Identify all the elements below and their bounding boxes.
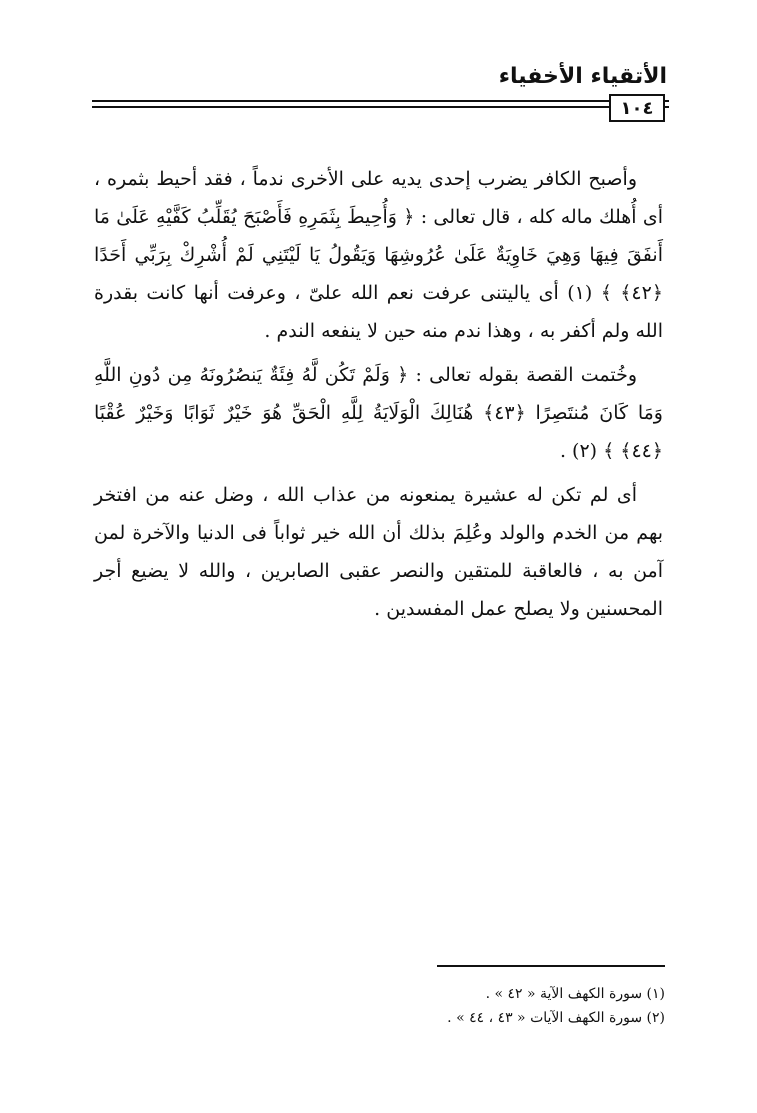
header-rule-top: [92, 100, 669, 102]
footnote: (٢) سورة الكهف الآيات « ٤٣ ، ٤٤ » .: [447, 1010, 665, 1026]
footnote: (١) سورة الكهف الآية « ٤٢ » .: [485, 986, 665, 1002]
page-number: ١٠٤: [609, 94, 665, 122]
paragraph: وأصبح الكافر يضرب إحدى يديه على الأخرى ندماً ، فقد أحيط بثمره ، أى أُهلك ماله كله ، قال تعالى : ﴿ وَأُحِيطَ بِثَمَرِهِ فَأَصْبَحَ يُقَلِّبُ كَفَّيْهِ عَلَىٰ مَا أَنفَقَ فِيهَا وَهِيَ خَاوِيَةٌ عَلَىٰ عُرُوشِهَا وَيَقُولُ يَا لَيْتَنِي لَمْ أُشْرِكْ بِرَبِّي أَحَدًا ﴿٤٢﴾ ﴾ (١) أى ياليتنى عرفت نعم الله علىّ ، وعرفت أنها كانت بقدرة الله ولم أكفر به ، وهذا ندم منه حين لا ينفعه الندم .: [94, 168, 663, 342]
paragraph: أى لم تكن له عشيرة يمنعونه من عذاب الله ، وضل عنه من افتخر بهم من الخدم والولد وعُلِمَ بذلك أن الله خير ثواباً فى الدنيا والآخرة لمن آمن به ، فالعاقبة للمتقين والنصر عقبى الصابرين ، والله لا يضيع أجر المحسنين ولا يصلح عمل المفسدين .: [94, 484, 663, 620]
footnote-separator: [437, 965, 665, 967]
paragraph: وخُتمت القصة بقوله تعالى : ﴿ وَلَمْ تَكُن لَّهُ فِئَةٌ يَنصُرُونَهُ مِن دُونِ اللَّهِ وَمَا كَانَ مُنتَصِرًا ﴿٤٣﴾ هُنَالِكَ الْوَلَايَةُ لِلَّهِ الْحَقِّ هُوَ خَيْرٌ ثَوَابًا وَخَيْرٌ عُقْبًا ﴿٤٤﴾ ﴾ (٢) .: [94, 364, 663, 462]
main-text: [94, 160, 663, 628]
header-rule-bottom: [92, 106, 669, 108]
footnotes: [94, 982, 665, 1030]
running-title: الأتقياء الأخفياء: [498, 64, 667, 89]
